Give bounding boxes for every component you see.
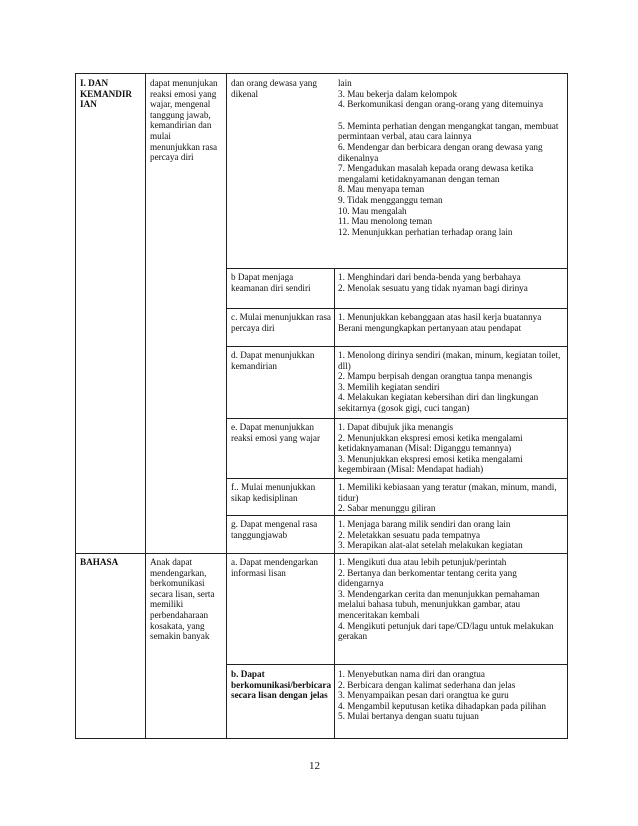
indicator-item: 8. Mau menyapa teman (338, 184, 425, 195)
sub-title-cell (231, 519, 331, 540)
indicator-item: 2. Meletakkan sesuatu pada tempatnya (338, 529, 481, 540)
scope-cell (150, 557, 224, 642)
table-border-bottom (75, 738, 568, 739)
indicator-item: 1. Menjaga barang milik sendiri dan orang lain (338, 519, 511, 529)
indicator-list (338, 272, 564, 293)
indicator-item: 11. Mau menolong teman (338, 216, 433, 227)
sub-title: dan orang dewasa yang dikenal (231, 78, 317, 99)
indicator-item: lain (338, 78, 352, 88)
table-divider-col3 (334, 268, 335, 738)
indicator-item: 1. Memiliki kebiasaan yang teratur (makan, minum, mandi, tidur) (338, 482, 557, 503)
indicator-item: 7. Mengadukan masalah kepada orang dewasa ketika mengalami ketidaknyamanan dengan teman (338, 163, 534, 184)
aspect-label: BAHASA (80, 557, 119, 567)
sub-title-cell (231, 482, 331, 503)
table-border-left (75, 73, 76, 738)
indicator-item: 1. Mengikuti dua atau lebih petunjuk/perintah (338, 557, 507, 567)
indicator-list (338, 557, 564, 642)
row-divider (226, 664, 568, 665)
indicator-item: 3. Mendengarkan cerita dan menunjukkan pemahaman melalui bahasa tubuh, menunjukkan gambar, atau menceritakan kembali (338, 588, 540, 620)
indicator-item: 4. Mengambil keputusan ketika dihadapkan pada pilihan (338, 700, 546, 711)
section-divider (75, 553, 568, 554)
row-divider (226, 418, 568, 419)
indicator-item: 3. Merapikan alat-alat setelah melakukan kegiatan (338, 540, 523, 551)
indicator-item: 10. Mau mengalah (338, 205, 407, 216)
indicator-item: 1. Menunjukkan kebanggaan atas hasil kerja buatannya (338, 312, 542, 322)
table-divider-col1 (145, 73, 146, 738)
indicator-item: 3. Mau bekerja dalam kelompok (338, 88, 458, 99)
indicator-item: 2. Bertanya dan berkomentar tentang cerita yang didengarnya (338, 567, 517, 589)
sub-title: e. Dapat menunjukkan reaksi emosi yang wajar (231, 422, 321, 443)
indicator-list (338, 519, 564, 551)
aspect-label: I. DAN KEMANDIR IAN (80, 78, 133, 110)
indicator-item: 3. Menyampaikan pesan dari orangtua ke guru (338, 690, 509, 701)
indicator-item: 3. Memilih kegiatan sendiri (338, 381, 440, 392)
indicator-item: 9. Tidak mengganggu teman (338, 194, 443, 205)
row-divider (226, 268, 568, 269)
sub-title-cell (231, 78, 329, 99)
sub-title: a. Dapat mendengarkan informasi lisan (231, 557, 318, 578)
indicator-item: 6. Mendengar dan berbicara dengan orang dewasa yang dikenalnya (338, 141, 543, 163)
indicator-item: 12. Menunjukkan perhatian terhadap orang lain (338, 226, 513, 237)
indicator-list (338, 350, 564, 414)
indicator-item: 2. Sabar menunggu giliran (338, 503, 436, 514)
sub-title-cell (231, 350, 331, 371)
indicator-item: Berani mengungkapkan pertanyaan atau pendapat (338, 322, 522, 333)
indicator-item: 4. Mengikuti petunjuk dari tape/CD/lagu untuk melakukan gerakan (338, 620, 554, 642)
indicator-item: 1. Menyebutkan nama diri dan orangtua (338, 669, 485, 679)
indicator-item: 4. Melakukan kegiatan kebersihan diri dan lingkungan sekitarnya (gosok gigi, cuci tangan) (338, 392, 539, 413)
indicator-item: 5. Mulai bertanya dengan suatu tujuan (338, 711, 479, 722)
indicator-item: 1. Menghindari dari benda-benda yang berbahaya (338, 272, 521, 282)
sub-title-cell (231, 312, 331, 333)
table-divider-col2 (226, 73, 227, 738)
sub-title: b. Dapat berkomunikasi/berbicara secara lisan dengan jelas (231, 669, 332, 701)
table-border-right (567, 73, 568, 738)
indicator-list (338, 669, 564, 722)
row-divider (226, 515, 568, 516)
indicator-list (338, 312, 564, 333)
indicator-item: 1. Menolong dirinya sendiri (makan, minum, kegiatan toilet, dll) (338, 350, 561, 371)
table-border-top (75, 73, 568, 74)
indicator-list (338, 422, 564, 475)
indicator-item: 4. Berkomunikasi dengan orang-orang yang ditemuinya (338, 99, 544, 110)
sub-title: d. Dapat menunjukkan kemandirian (231, 350, 315, 371)
indicator-item: 2. Menunjukkan ekspresi emosi ketika mengalami ketidaknyamanan (Misal: Diganggu temannya) (338, 432, 523, 454)
scope-cell (150, 78, 222, 163)
scope-text: dapat menunjukan reaksi emosi yang wajar, mengenal tanggung jawab, kemandirian dan mulai menunjukkan rasa percaya diri (150, 78, 218, 163)
indicator-item: 5. Meminta perhatian dengan mengangkat tangan, membuat permintaan verbal, atau cara lainnya (338, 120, 559, 142)
row-divider (226, 478, 568, 479)
sub-title: f.. Mulai menunjukkan sikap kedisiplinan (231, 482, 316, 503)
scope-text: Anak dapat mendengarkan, berkomunikasi secara lisan, serta memiliki perbendaharaan kosakata, yang semakin banyak (150, 557, 215, 642)
page-number: 12 (309, 760, 320, 772)
indicator-list (338, 78, 564, 237)
row-divider (226, 308, 568, 309)
sub-title: b Dapat menjaga keamanan diri sendiri (231, 272, 311, 293)
aspect-cell (80, 78, 142, 110)
indicator-list (338, 482, 564, 514)
sub-title: g. Dapat mengenal rasa tanggungjawab (231, 519, 318, 540)
sub-title-cell (231, 422, 331, 443)
sub-title: c. Mulai menunjukkan rasa percaya diri (231, 312, 332, 333)
indicator-item: 3. Menunjukkan ekspresi emosi ketika mengalami kegembiraan (Misal: Mendapat hadiah) (338, 453, 523, 475)
indicator-item: 2. Berbicara dengan kalimat sederhana dan jelas (338, 679, 516, 690)
indicator-item: 2. Mampu berpisah dengan orangtua tanpa menangis (338, 371, 533, 382)
row-divider (226, 346, 568, 347)
sub-title-cell (231, 272, 331, 293)
indicator-item: 1. Dapat dibujuk jika menangis (338, 422, 454, 432)
sub-title-cell (231, 669, 331, 701)
aspect-cell (80, 557, 142, 568)
indicator-item: 2. Menolak sesuatu yang tidak nyaman bagi dirinya (338, 282, 528, 293)
sub-title-cell (231, 557, 331, 578)
